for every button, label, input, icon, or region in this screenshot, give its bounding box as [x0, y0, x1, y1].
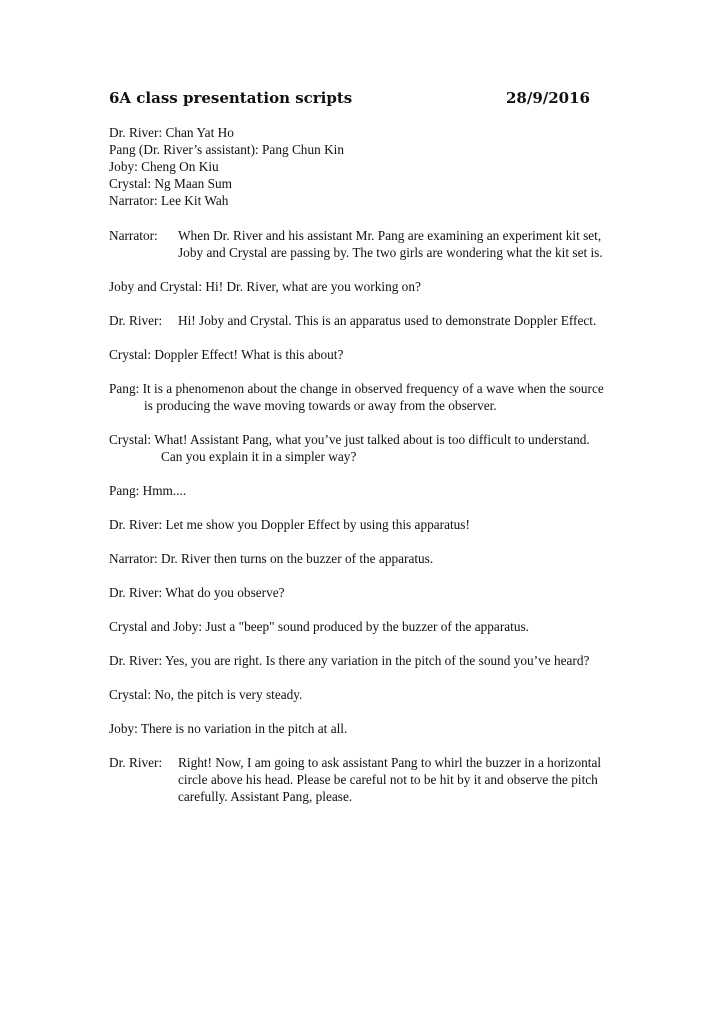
script-line: [109, 227, 609, 261]
script-line: Crystal: Doppler Effect! What is this about?: [109, 347, 344, 362]
line-text: Right! Now, I am going to ask assistant Pang to whirl the buzzer in a horizontal circle above his head. Please be careful not to be hit by it and observe the pitch carefully. Assistant Pang, please.: [178, 755, 602, 804]
line-text: When Dr. River and his assistant Mr. Pang are examining an experiment kit set, Joby and Crystal are passing by. The two girls are wondering what the kit set is.: [178, 228, 603, 260]
script-line: Crystal: No, the pitch is very steady.: [109, 687, 303, 702]
script-body: [109, 227, 609, 822]
speaker-label: Narrator:: [109, 228, 158, 243]
cast-item: Dr. River: Chan Yat Ho: [109, 125, 234, 140]
document-date: 28/9/2016: [505, 89, 590, 107]
script-line: Pang: It is a phenomenon about the change in observed frequency of a wave when the source is producing the wave moving towards or away from the observer.: [109, 381, 604, 413]
script-line: Dr. River: What do you observe?: [109, 585, 285, 600]
cast-item: Joby: Cheng On Kiu: [109, 159, 219, 174]
script-line: Joby and Crystal: Hi! Dr. River, what are you working on?: [109, 279, 421, 294]
cast-item: Narrator: Lee Kit Wah: [109, 193, 229, 208]
script-line: Crystal: What! Assistant Pang, what you’ve just talked about is too difficult to understand. Can you explain it in a simpler way?: [109, 432, 590, 464]
title-row: [109, 88, 590, 108]
document-title: 6A class presentation scripts: [109, 89, 353, 107]
script-line: Dr. River: Let me show you Doppler Effect by using this apparatus!: [109, 517, 470, 532]
cast-item: Crystal: Ng Maan Sum: [109, 176, 232, 191]
script-line: Narrator: Dr. River then turns on the buzzer of the apparatus.: [109, 551, 434, 566]
script-line: [109, 754, 609, 805]
script-line: Pang: Hmm....: [109, 483, 187, 498]
script-line: [109, 312, 609, 329]
speaker-label: Dr. River:: [109, 313, 163, 328]
cast-list: [109, 124, 609, 209]
script-line: Joby: There is no variation in the pitch at all.: [109, 721, 348, 736]
line-text: Hi! Joby and Crystal. This is an apparatus used to demonstrate Doppler Effect.: [178, 313, 597, 328]
cast-item: Pang (Dr. River’s assistant): Pang Chun Kin: [109, 142, 345, 157]
speaker-label: Dr. River:: [109, 755, 163, 770]
script-line: Crystal and Joby: Just a "beep" sound produced by the buzzer of the apparatus.: [109, 619, 529, 634]
script-line: Dr. River: Yes, you are right. Is there any variation in the pitch of the sound you’ve heard?: [109, 653, 590, 668]
